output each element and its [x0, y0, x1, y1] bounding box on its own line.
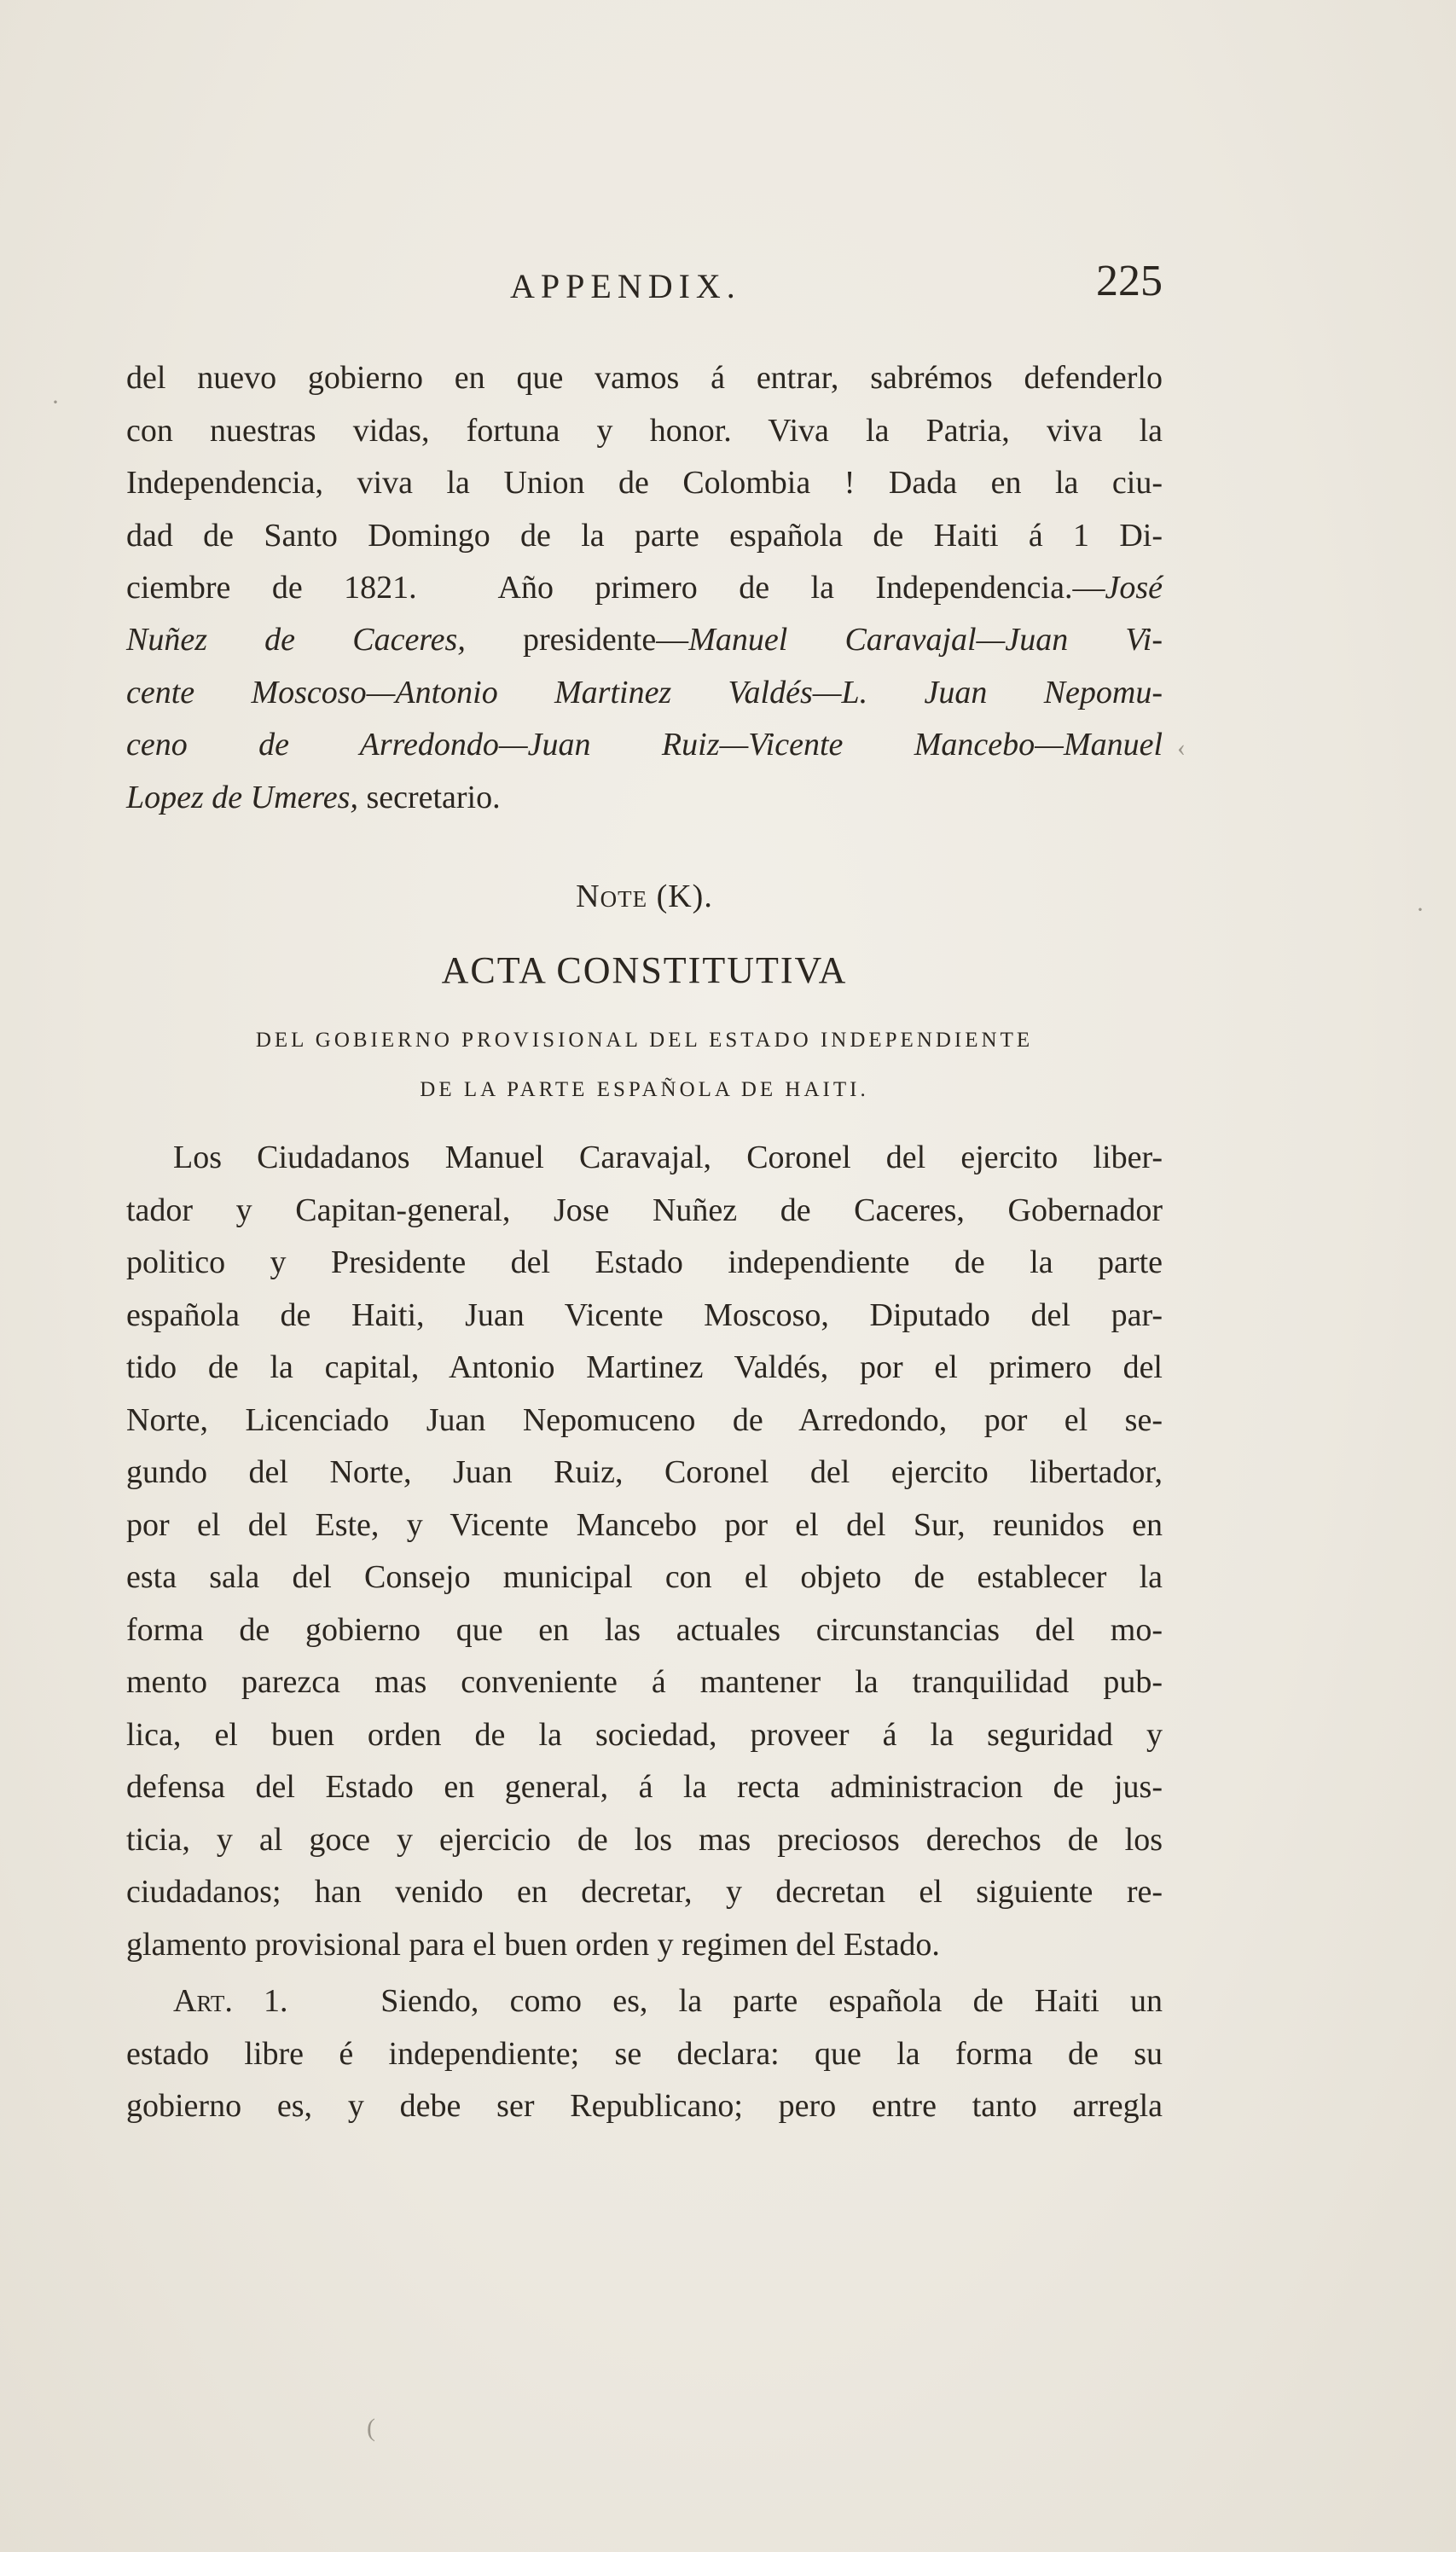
article-label: Art. 1.	[173, 1983, 288, 2019]
acta-title: ACTA CONSTITUTIVA	[441, 949, 848, 991]
running-head: APPENDIX.	[510, 267, 741, 305]
text-line: defensa del Estado en general, á la recta administracion de jus-	[126, 1769, 1163, 1805]
text-line: por el del Este, y Vicente Mancebo por el del Sur, reunidos en	[126, 1507, 1163, 1543]
acta-subtitle-line: DE LA PARTE ESPAÑOLA DE HAITI.	[420, 1078, 869, 1101]
page-number: 225	[1096, 257, 1163, 305]
text-line: Los Ciudadanos Manuel Caravajal, Coronel del ejercito liber-	[173, 1140, 1163, 1175]
signature-line: ceno de Arredondo—Juan Ruiz—Vicente Mancebo—Manuel	[126, 727, 1163, 763]
text-line: española de Haiti, Juan Vicente Moscoso, Diputado del par-	[126, 1297, 1163, 1333]
text-line: estado libre é independiente; se declara: que la forma de su	[126, 2036, 1163, 2072]
text-line: dad de Santo Domingo de la parte española de Haiti á 1 Di-	[126, 518, 1163, 554]
text-line: ciudadanos; han venido en decretar, y decretan el siguiente re-	[126, 1874, 1163, 1910]
text-line: mento parezca mas conveniente á mantener la tranquilidad pub-	[126, 1664, 1163, 1700]
signature-line: Lopez de Umeres, secretario.	[126, 780, 501, 815]
signature-line: cente Moscoso—Antonio Martinez Valdés—L. Juan Nepomu-	[126, 675, 1163, 710]
paper-speck: ·	[51, 388, 60, 416]
text-line: lica, el buen orden de la sociedad, proveer á la seguridad y	[126, 1717, 1163, 1753]
text-line: esta sala del Consejo municipal con el objeto de establecer la	[126, 1559, 1163, 1595]
paper-speck: ‹	[1177, 734, 1186, 762]
article-text: Siendo, como es, la parte española de Haiti un	[380, 1983, 1163, 2019]
article-first-line	[173, 1985, 1163, 2017]
paper-speck: (	[367, 2414, 375, 2442]
text-line: del nuevo gobierno en que vamos á entrar, sabrémos defenderlo	[126, 360, 1163, 396]
text-line: glamento provisional para el buen orden y regimen del Estado.	[126, 1927, 940, 1963]
text-line: Norte, Licenciado Juan Nepomuceno de Arredondo, por el se-	[126, 1402, 1163, 1438]
text-line: gobierno es, y debe ser Republicano; pero entre tanto arregla	[126, 2088, 1163, 2124]
text-line: ticia, y al goce y ejercicio de los mas preciosos derechos de los	[126, 1822, 1163, 1858]
signature-line: Nuñez de Caceres, presidente—Manuel Caravajal—Juan Vi-	[126, 622, 1163, 658]
text-line: con nuestras vidas, fortuna y honor. Viva la Patria, viva la	[126, 413, 1163, 449]
signature-line: ciembre de 1821. Año primero de la Independencia.—José	[126, 570, 1163, 606]
text-line: gundo del Norte, Juan Ruiz, Coronel del ejercito libertador,	[126, 1454, 1163, 1490]
text-line: tador y Capitan-general, Jose Nuñez de Caceres, Gobernador	[126, 1192, 1163, 1228]
text-line: politico y Presidente del Estado independiente de la parte	[126, 1244, 1163, 1280]
text-line: forma de gobierno que en las actuales circunstancias del mo-	[126, 1612, 1163, 1648]
text-line: Independencia, viva la Union de Colombia ! Dada en la ciu-	[126, 465, 1163, 501]
note-heading: Note (K).	[576, 879, 713, 914]
text-line: tido de la capital, Antonio Martinez Valdés, por el primero del	[126, 1349, 1163, 1385]
acta-subtitle-line: DEL GOBIERNO PROVISIONAL DEL ESTADO INDEPENDIENTE	[255, 1029, 1034, 1052]
page-header	[126, 256, 1163, 307]
paper-speck: ·	[1416, 896, 1424, 924]
